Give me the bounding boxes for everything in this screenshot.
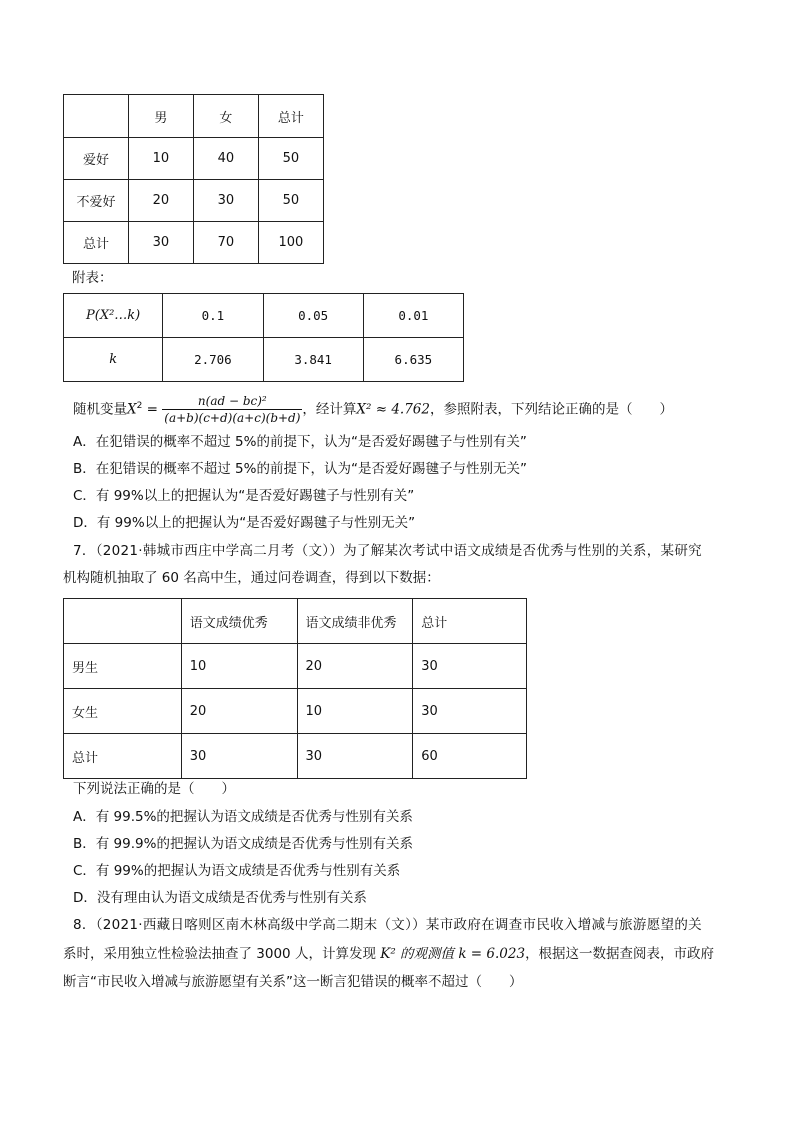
table-row [64,689,527,734]
q8-line2-a: 系时，采用独立性检验法抽查了 3000 人，计算发现 [63,946,381,962]
table-cell: 3.841 [263,338,363,382]
table-cell: 0.01 [363,294,463,338]
q6-var: X [127,401,137,418]
q6-option-a: A．在犯错误的概率不超过 5%的前提下，认为“是否爱好踢毽子与性别有关” [73,434,527,450]
formula-denominator: (a+b)(c+d)(a+c)(b+d) [164,410,301,425]
table-row [64,338,464,382]
table-row [64,644,527,689]
table-row [64,222,324,264]
appendix-label: 附表： [72,270,113,286]
q7-stem-line2: 机构随机抽取了 60 名高中生，通过问卷调查，得到以下数据： [63,570,440,586]
q6-prefix: 随机变量 [73,401,127,418]
table-cell: 总计 [413,599,527,644]
table-cell: 语文成绩优秀 [181,599,297,644]
table-cell: 60 [413,734,527,779]
q6-suffix: ，参照附表，下列结论正确的是（ ） [430,401,673,418]
table-row [64,138,324,180]
contingency-table-hobby-gender [63,94,324,264]
q7-option-a: A．有 99.5%的把握认为语文成绩是否优秀与性别有关系 [73,809,413,825]
table-cell: 女 [193,95,258,138]
table-cell: 总计 [64,734,182,779]
critical-value-table [63,293,464,382]
table-header-row [64,599,527,644]
q6-mid: ，经计算 [302,401,357,418]
table-cell: 男 [128,95,193,138]
table-cell: P(X²…k) [64,294,163,338]
table-row [64,180,324,222]
q7-option-b: B．有 99.9%的把握认为语文成绩是否优秀与性别有关系 [73,836,413,852]
table-cell [64,599,182,644]
q6-eq: = [142,401,163,418]
table-cell: 20 [181,689,297,734]
table-cell: 30 [413,644,527,689]
table-cell: 100 [258,222,323,264]
table-cell: 0.05 [263,294,363,338]
q7-stem-line1: 7．（2021·韩城市西庄中学高二月考（文））为了解某次考试中语文成绩是否优秀与性别的关系，某研究 [73,543,702,559]
q8-stem-line1: 8．（2021·西藏日喀则区南木林高级中学高二期末（文））某市政府在调查市民收入增减与旅游愿望的关 [73,917,702,933]
chi-square-formula [162,394,302,426]
table-cell: 爱好 [64,138,129,180]
table-cell: 语文成绩非优秀 [297,599,413,644]
table-cell: 20 [128,180,193,222]
table-cell: 40 [193,138,258,180]
table-cell [64,95,129,138]
table-cell: 50 [258,180,323,222]
table-cell: 30 [413,689,527,734]
table-cell: 总计 [64,222,129,264]
q6-option-d: D．有 99%以上的把握认为“是否爱好踢毽子与性别无关” [73,515,416,531]
q8-stem-line3: 断言“市民收入增减与旅游愿望有关系”这一断言犯错误的概率不超过（ ） [63,974,523,990]
table-cell: 2.706 [163,338,263,382]
q6-option-c: C．有 99%以上的把握认为“是否爱好踢毽子与性别有关” [73,488,415,504]
table-cell: 50 [258,138,323,180]
table-cell: 20 [297,644,413,689]
q6-calc: X² ≈ 4.762 [356,401,430,418]
table-cell: 女生 [64,689,182,734]
table-row [64,294,464,338]
table-cell: 10 [297,689,413,734]
table-cell: 70 [193,222,258,264]
table-cell: 30 [193,180,258,222]
q6-var-exp: 2 [136,401,143,411]
table-cell: 不爱好 [64,180,129,222]
q7-option-c: C．有 99%的把握认为语文成绩是否优秀与性别有关系 [73,863,401,879]
table-row [64,734,527,779]
table-cell: 10 [181,644,297,689]
table-header-row [64,95,324,138]
table-cell: 30 [128,222,193,264]
table-cell: 10 [128,138,193,180]
q8-k2: K² 的观测值 [380,946,459,962]
table-cell: k [64,338,163,382]
table-cell: 0.1 [163,294,263,338]
table-cell: 30 [297,734,413,779]
table-cell: 总计 [258,95,323,138]
q8-line2-b: ，根据这一数据查阅表，市政府 [525,946,715,962]
q8-k-value: k = 6.023 [458,946,526,962]
table-cell: 6.635 [363,338,463,382]
q6-option-b: B．在犯错误的概率不超过 5%的前提下，认为“是否爱好踢毽子与性别无关” [73,461,527,477]
contingency-table-chinese-gender [63,598,527,779]
q7-question: 下列说法正确的是（ ） [73,781,235,797]
formula-numerator: n(ad − bc)² [162,394,302,410]
table-cell: 男生 [64,644,182,689]
table-cell: 30 [181,734,297,779]
q6-stem [73,388,673,428]
q8-stem-line2 [63,944,714,964]
q7-option-d: D．没有理由认为语文成绩是否优秀与性别有关系 [73,890,367,906]
